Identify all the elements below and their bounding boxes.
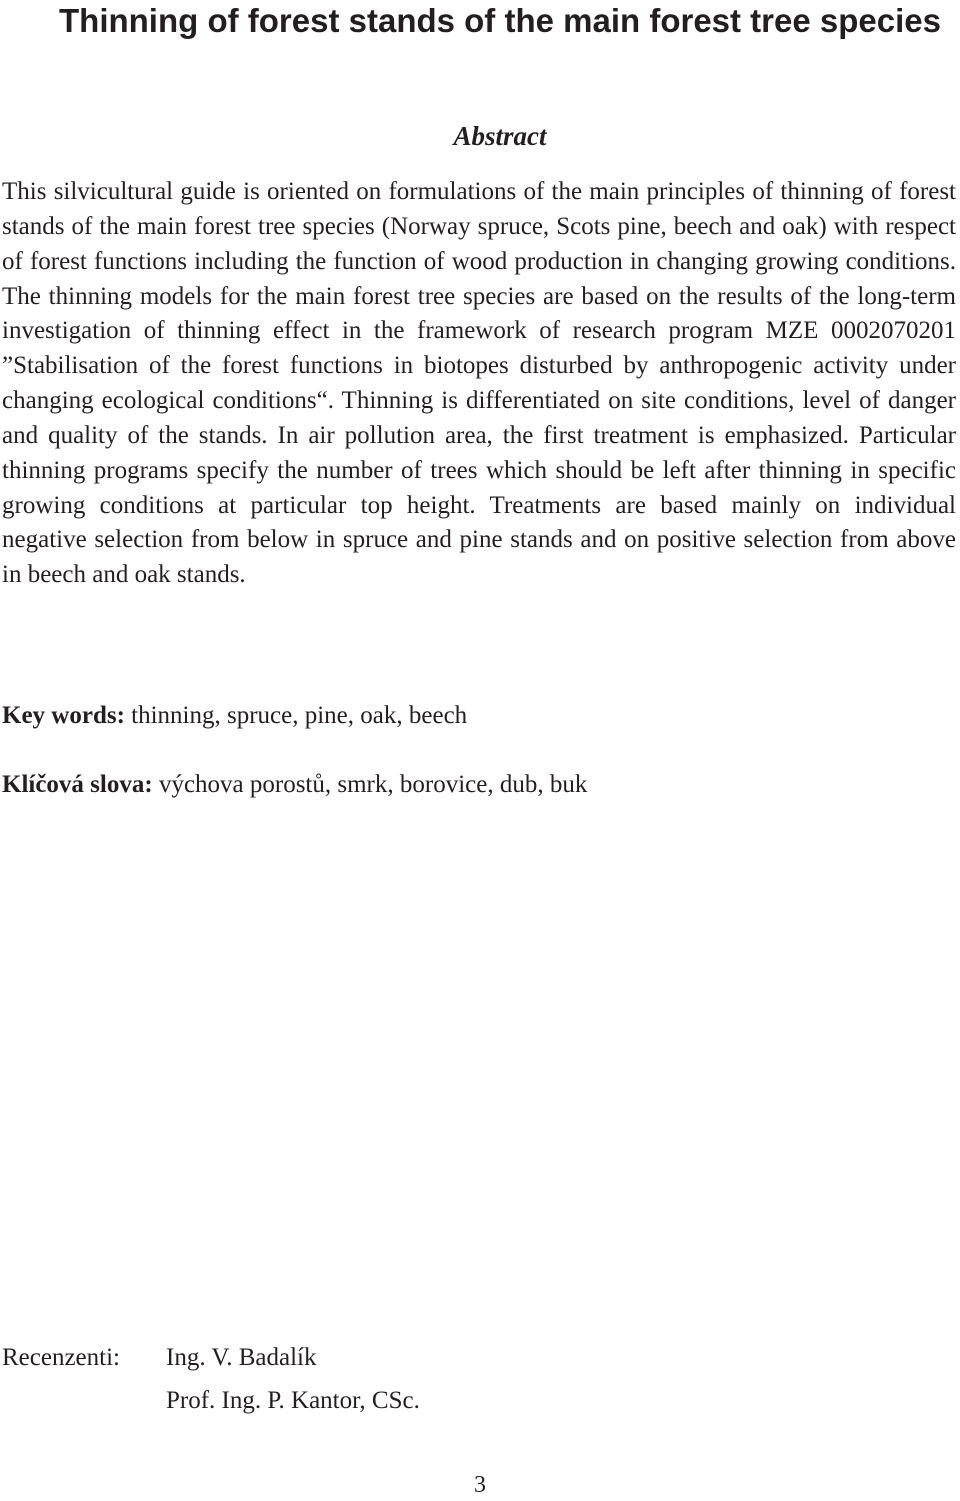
klicova-slova-line	[2, 768, 956, 802]
reviewers-label: Recenzenti:	[2, 1344, 120, 1371]
reviewer-name: Prof. Ing. P. Kantor, CSc.	[166, 1387, 420, 1414]
keywords-line	[2, 699, 956, 733]
abstract-paragraph: This silvicultural guide is oriented on formulations of the main principles of thinning of forest stands of the main forest tree species (Norway spruce, Scots pine, beech and oak) with respect of forest functions including the function of wood production in changing growing conditions. The thinning models for the main forest tree species are based on the results of the long-term investigation of thinning effect in the framework of research program MZE 0002070201 ”Stabilisation of the forest functions in biotopes disturbed by anthropogenic activity under changing ecological conditions“. Thinning is differentiated on site conditions, level of danger and quality of the stands. In air pollution area, the first treatment is emphasized. Particular thinning programs specify the number of trees which should be left after thinning in specific growing conditions at particular top height. Treatments are based mainly on individual negative selection from below in spruce and pine stands and on positive selection from above in beech and oak stands.	[2, 178, 956, 589]
page-number: 3	[474, 1472, 486, 1498]
keywords-label: Key words:	[2, 702, 125, 729]
klicova-slova-list: výchova porostů, smrk, borovice, dub, buk	[158, 771, 588, 798]
keywords-list: thinning, spruce, pine, oak, beech	[131, 702, 468, 729]
reviewers-list	[166, 1336, 420, 1422]
abstract-heading: Abstract	[453, 121, 547, 151]
klicova-slova-label: Klíčová slova:	[2, 771, 153, 798]
document-title: Thinning of forest stands of the main forest tree species	[59, 2, 941, 39]
reviewer-name: Ing. V. Badalík	[166, 1344, 317, 1371]
